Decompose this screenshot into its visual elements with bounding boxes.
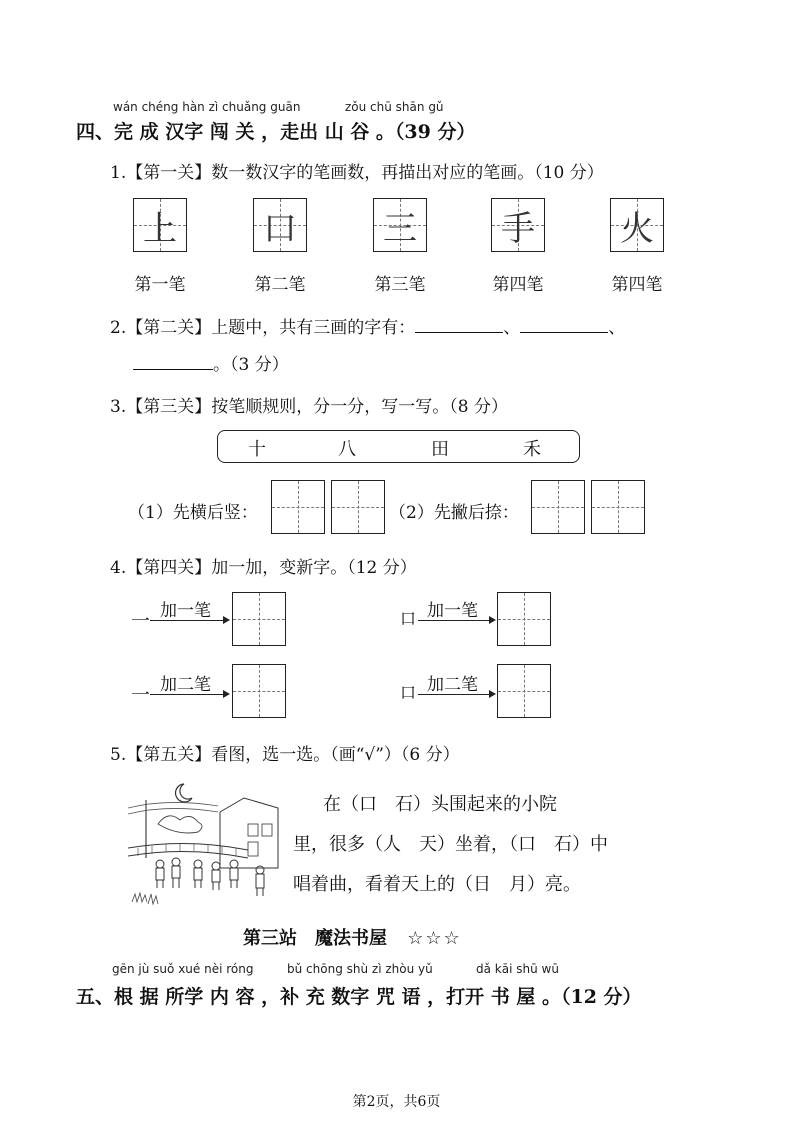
tian-grid-cell: [610, 198, 664, 252]
section4-pinyin-1: wán chéng hàn zì chuǎng guān: [113, 100, 301, 114]
section4-heading: 四、完 成 汉字 闯 关 ，走出 山 谷 。（39 分）: [76, 121, 476, 143]
page-number: 第2页，共6页: [352, 1094, 441, 1110]
courtyard-illustration: [128, 778, 280, 908]
q3-title: 3.【第三关】按笔顺规则，分一分，写一写。（8 分）: [110, 397, 508, 417]
tian-grid-cell: [491, 198, 545, 252]
separator: 、: [608, 318, 626, 338]
operation-label: 加二笔: [427, 675, 478, 695]
answer-blank-1[interactable]: [415, 316, 503, 333]
base-char: 一: [131, 684, 151, 706]
q1-char: 手: [501, 208, 535, 249]
word-char: 田: [431, 439, 449, 460]
q5-line-3: 唱着曲，看着天上的（日 月）亮。: [293, 874, 581, 895]
separator: 、: [503, 318, 521, 338]
base-char: 口: [400, 683, 417, 702]
tian-grid-cell: [373, 198, 427, 252]
answer-blank-3[interactable]: [133, 353, 213, 370]
arrow-icon: [150, 694, 228, 695]
word-box: [217, 430, 580, 463]
q1-char: 三: [383, 208, 417, 249]
stroke-label: 第一笔: [134, 275, 186, 295]
word-char: 十: [248, 439, 266, 460]
arrow-icon: [150, 620, 228, 621]
q3-part2-label: （2）先撇后捺：: [389, 503, 519, 523]
answer-grid-cell[interactable]: [232, 592, 286, 646]
q2-title: 2.【第二关】上题中，共有三画的字有：: [110, 318, 416, 338]
stroke-label: 第三笔: [374, 275, 426, 295]
answer-grid-cell[interactable]: [591, 480, 645, 534]
base-char: 一: [131, 610, 151, 632]
q5-line-2: 里，很多（人 天）坐着，（口 石）中: [293, 834, 608, 855]
answer-grid-cell[interactable]: [331, 480, 385, 534]
base-char: 口: [400, 609, 417, 628]
operation-label: 加二笔: [160, 675, 211, 695]
q2-end: 。（3 分）: [213, 355, 289, 375]
operation-label: 加一笔: [160, 601, 211, 621]
word-char: 禾: [523, 439, 541, 460]
star-rating-icon: ☆☆☆: [407, 928, 462, 949]
q4-title: 4.【第四关】加一加，变新字。（12 分）: [110, 558, 417, 578]
q2-line-2: [133, 350, 289, 375]
word-char: 八: [338, 439, 356, 460]
stroke-label: 第二笔: [254, 275, 306, 295]
answer-grid-cell[interactable]: [497, 592, 551, 646]
q5-line-1: 在（口 石）头围起来的小院: [323, 794, 557, 815]
q3-part1-label: （1）先横后竖：: [128, 503, 258, 523]
q1-char: 上: [143, 208, 177, 249]
arrow-icon: [418, 620, 494, 621]
q5-title: 5.【第五关】看图，选一选。（画“√”）（6 分）: [110, 745, 460, 765]
section5-pinyin-2: bǔ chōng shù zì zhòu yǔ: [287, 962, 433, 976]
answer-grid-cell[interactable]: [531, 480, 585, 534]
section5-pinyin-1: gēn jù suǒ xué nèi róng: [112, 962, 254, 976]
section4-pinyin-2: zǒu chū shān gǔ: [345, 100, 444, 114]
answer-grid-cell[interactable]: [497, 664, 551, 718]
tian-grid-cell: [253, 198, 307, 252]
section5-heading: 五、根 据 所学 内 容 ，补 充 数字 咒 语 ，打开 书 屋 。（12 分）: [76, 986, 642, 1008]
answer-grid-cell[interactable]: [271, 480, 325, 534]
answer-grid-cell[interactable]: [232, 664, 286, 718]
stroke-label: 第四笔: [492, 275, 544, 295]
q1-title: 1.【第一关】数一数汉字的笔画数，再描出对应的笔画。（10 分）: [110, 163, 604, 183]
station-title-text: 第三站 魔法书屋: [243, 928, 387, 949]
operation-label: 加一笔: [427, 601, 478, 621]
answer-blank-2[interactable]: [520, 316, 608, 333]
arrow-icon: [418, 694, 494, 695]
station-title: [243, 924, 462, 950]
q1-char: 口: [263, 208, 297, 249]
q2-line-1: [110, 313, 625, 338]
q1-char: 火: [620, 208, 654, 249]
stroke-label: 第四笔: [611, 275, 663, 295]
tian-grid-cell: [133, 198, 187, 252]
section5-pinyin-3: dǎ kāi shū wū: [476, 962, 559, 976]
